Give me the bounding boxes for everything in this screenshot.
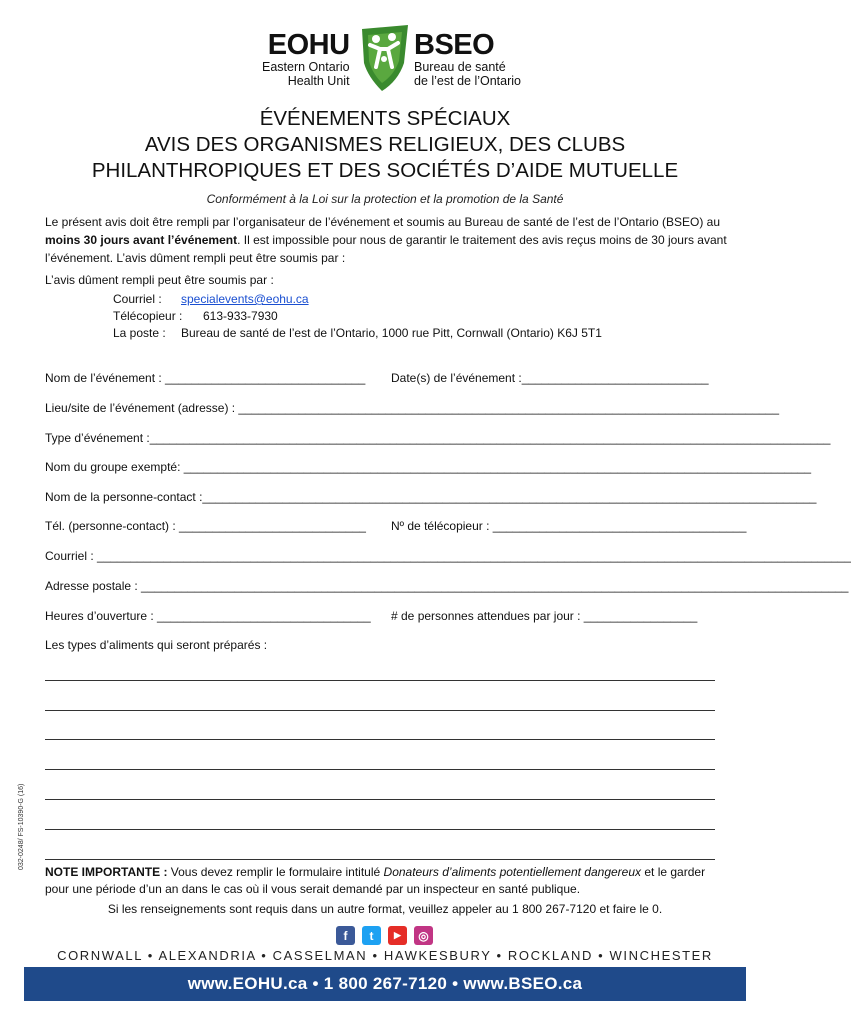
food-types-line-6[interactable] (45, 829, 715, 830)
title-line-2: AVIS DES ORGANISMES RELIGIEUX, DES CLUBS (144, 133, 626, 156)
field-event-type[interactable]: Type d’événement :______________________________________________________________________________________________________ (45, 431, 831, 445)
youtube-icon[interactable]: ▶ (388, 926, 407, 945)
logo-eohu-line1: Eastern Ontario (262, 60, 350, 74)
field-email[interactable]: Courriel : _________________________________________________________________________________________________________________ (45, 549, 851, 563)
note-bold: NOTE IMPORTANTE : (45, 865, 168, 879)
shield-logo-icon (358, 23, 412, 93)
submit-fax-value: 613-933-7930 (203, 309, 278, 323)
logo-eohu (262, 30, 350, 88)
submit-fax-row (113, 309, 278, 323)
document-subtitle: Conformément à la Loi sur la protection et la promotion de la Santé (206, 192, 564, 206)
field-group-name[interactable]: Nom du groupe exempté: ______________________________________________________________________________________________ (45, 460, 812, 474)
footer-banner: www.EOHU.ca • 1 800 267-7120 • www.BSEO.ca (24, 967, 746, 1001)
food-types-line-7[interactable] (45, 859, 715, 860)
submit-fax-label: Télécopieur : (113, 309, 183, 323)
field-people-per-day[interactable]: # de personnes attendues par jour : _________________ (391, 609, 698, 623)
submit-mail-label: La poste : (113, 326, 166, 340)
alt-format-notice: Si les renseignements sont requis dans un autre format, veuillez appeler au 1 800 267-7120 et faire le 0. (107, 902, 663, 916)
field-hours[interactable]: Heures d’ouverture : ________________________________ (45, 609, 371, 623)
submit-mail-value: Bureau de santé de l’est de l’Ontario, 1000 rue Pitt, Cornwall (Ontario) K6J 5T1 (181, 326, 602, 340)
field-contact-name[interactable]: Nom de la personne-contact :____________________________________________________________________________________________ (45, 490, 817, 504)
submit-mail-row (113, 326, 602, 340)
submit-email-label: Courriel : (113, 292, 162, 306)
logo-bseo-line2: de l’est de l’Ontario (414, 74, 522, 88)
submit-label: L’avis dûment rempli peut être soumis par : (45, 273, 274, 287)
food-types-line-5[interactable] (45, 799, 715, 800)
field-location[interactable]: Lieu/site de l’événement (adresse) : _________________________________________________________________________________ (45, 401, 780, 415)
intro-text-1: Le présent avis doit être rempli par l’organisateur de l’événement et soumis au Bureau de santé de l’est de l’Ontario (BSEO) au (45, 215, 721, 229)
intro-text-2: . Il est impossible pour nous de garantir le traitement des avis reçus moins de 30 jours avant l’événement. L’avis dûment rempli peut être soumis par : (45, 233, 727, 265)
field-fax[interactable]: Nº de télécopieur : ______________________________________ (391, 519, 747, 533)
intro-paragraph (45, 213, 727, 267)
document-title (0, 106, 770, 184)
field-phone[interactable]: Tél. (personne-contact) : ____________________________ (45, 519, 366, 533)
instagram-icon[interactable]: ◎ (414, 926, 433, 945)
logo-bseo (414, 30, 521, 88)
logo-bseo-line1: Bureau de santé (414, 60, 506, 74)
food-types-line-2[interactable] (45, 710, 715, 711)
food-types-line-4[interactable] (45, 769, 715, 770)
field-event-name[interactable]: Nom de l’événement : ______________________________ (45, 371, 366, 385)
note-italic: Donateurs d’aliments potentiellement dangereux (383, 865, 642, 879)
submit-email-link[interactable]: specialevents@eohu.ca (181, 292, 309, 306)
food-types-line-3[interactable] (45, 739, 715, 740)
logo-eohu-line2: Health Unit (287, 74, 350, 88)
social-icons (336, 926, 433, 945)
field-food-types-label: Les types d’aliments qui seront préparés : (45, 638, 268, 652)
intro-bold: moins 30 jours avant l’événement (45, 233, 238, 247)
food-types-line-1[interactable] (45, 680, 715, 681)
submit-email-row (113, 292, 309, 306)
note-text-2: et le garder pour une période d’un an dans le cas où il vous serait demandé par un inspecteur en santé publique. (45, 865, 706, 896)
field-address[interactable]: Adresse postale : __________________________________________________________________________________________________________ (45, 579, 849, 593)
facebook-icon[interactable]: f (336, 926, 355, 945)
logo-eohu-abbr: EOHU (267, 29, 350, 61)
note-text-1: Vous devez remplir le formulaire intitulé (167, 865, 384, 879)
field-event-dates[interactable]: Date(s) de l’événement :____________________________ (391, 371, 709, 385)
important-note (45, 864, 715, 898)
form-code: 032-0248/ FS-10390-G (16) (18, 783, 25, 870)
logo-bseo-abbr: BSEO (414, 29, 495, 61)
twitter-icon[interactable]: t (362, 926, 381, 945)
title-line-3: PHILANTHROPIQUES ET DES SOCIÉTÉS D’AIDE MUTUELLE (91, 159, 679, 182)
title-line-1: ÉVÉNEMENTS SPÉCIAUX (259, 107, 511, 130)
town-list: CORNWALL • ALEXANDRIA • CASSELMAN • HAWKESBURY • ROCKLAND • WINCHESTER (57, 948, 713, 963)
